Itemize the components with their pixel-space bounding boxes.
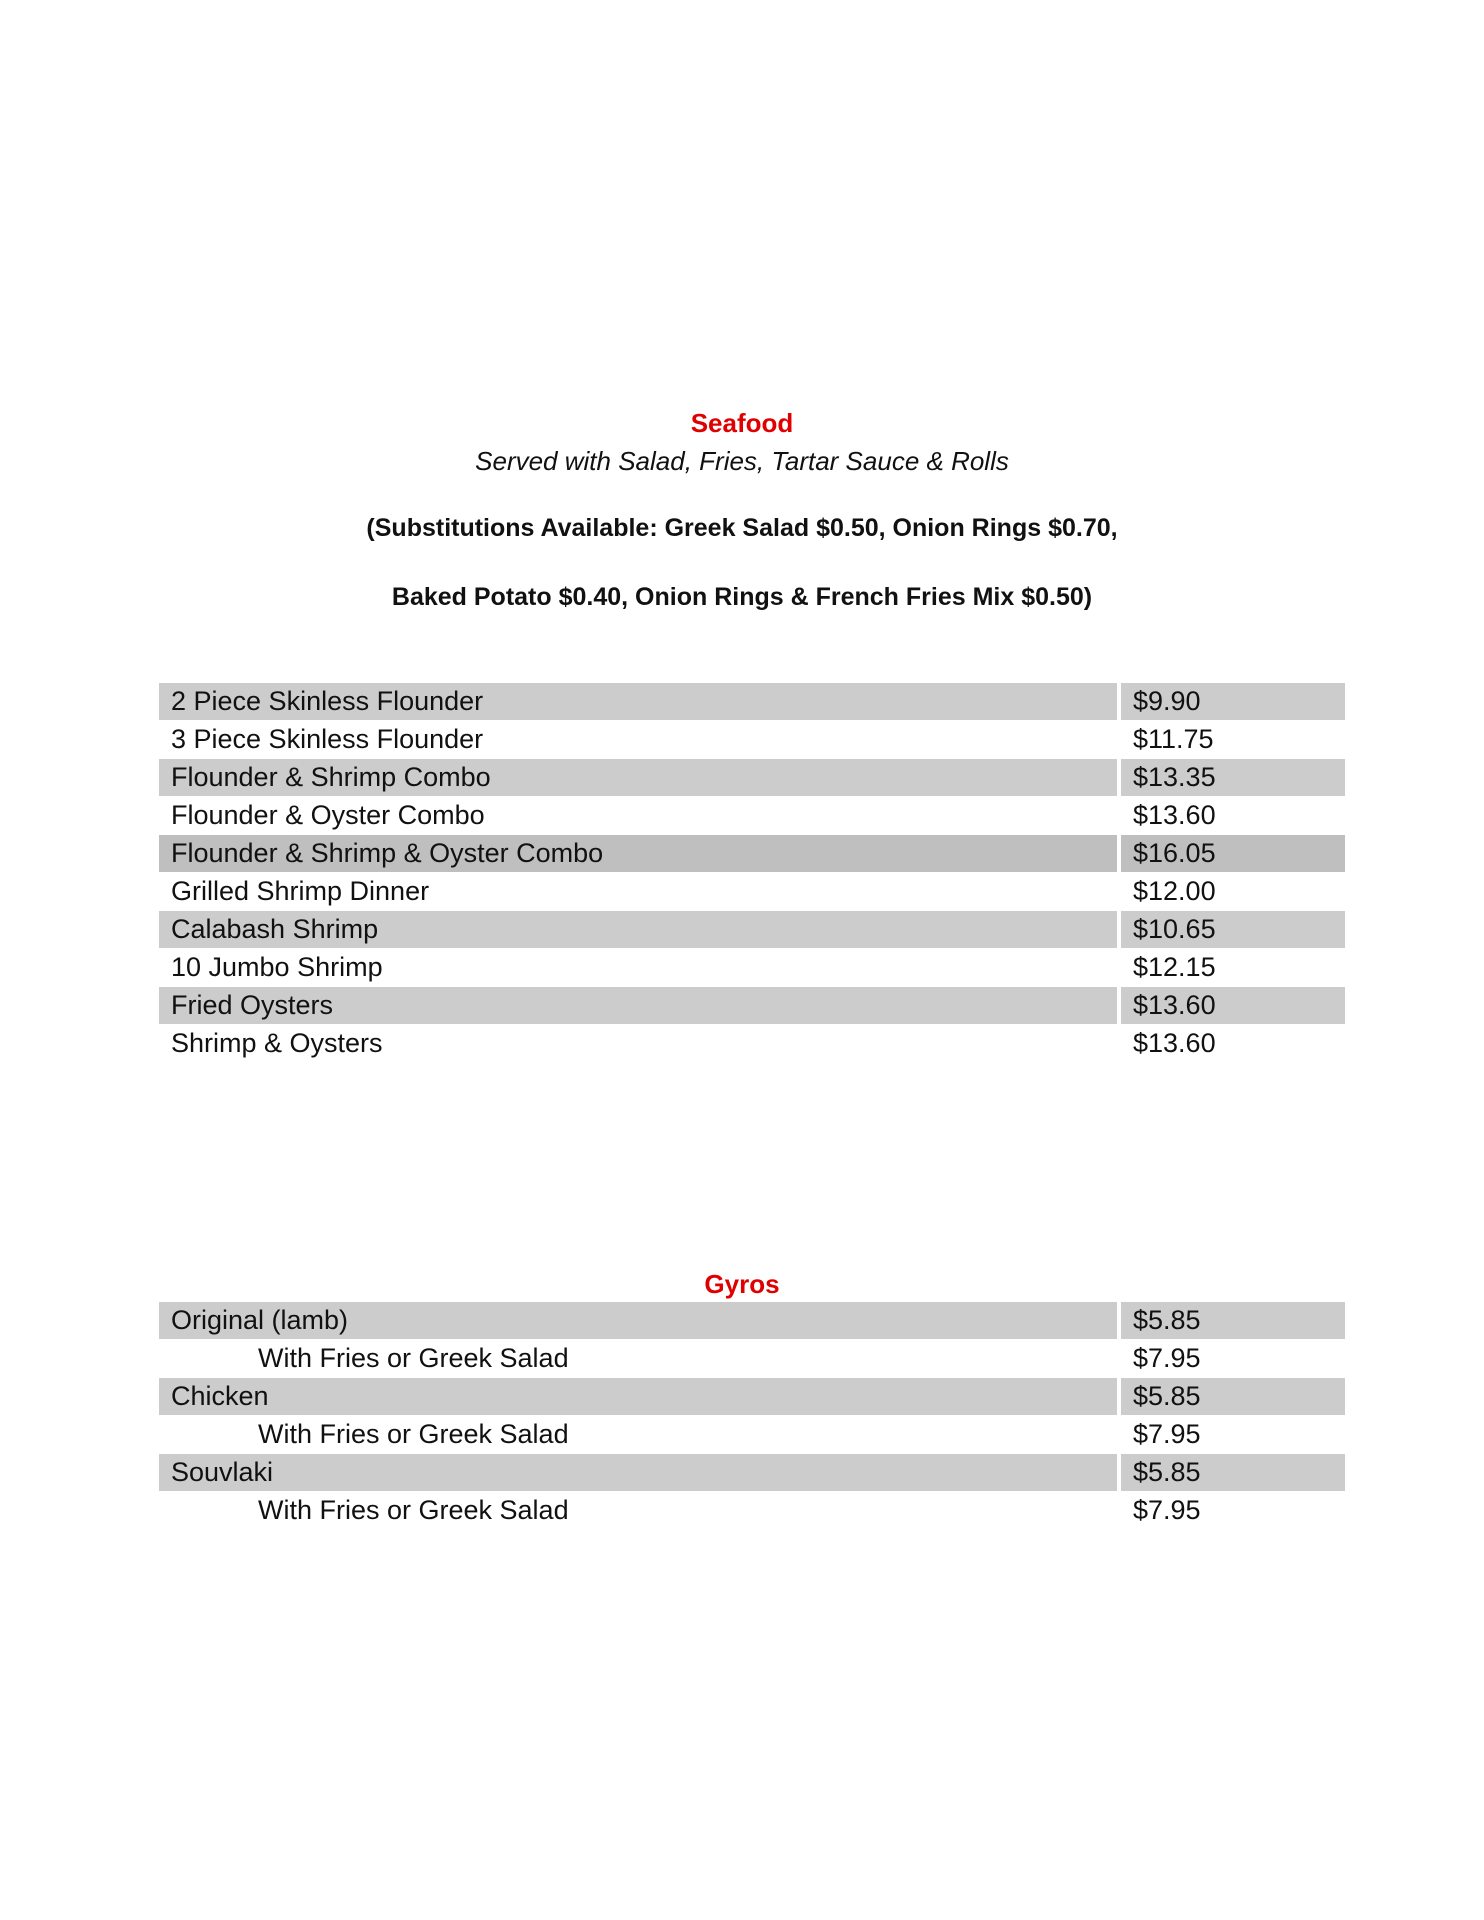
item-name: Flounder & Oyster Combo xyxy=(171,800,485,830)
table-row xyxy=(159,759,1345,796)
item-price: $7.95 xyxy=(1133,1419,1201,1449)
table-row xyxy=(159,911,1345,948)
item-name: With Fries or Greek Salad xyxy=(258,1419,569,1449)
item-name: 2 Piece Skinless Flounder xyxy=(159,683,1117,720)
item-price: $10.65 xyxy=(1121,911,1345,948)
table-row xyxy=(159,683,1345,720)
seafood-substitutions-line-2: Baked Potato $0.40, Onion Rings & French Fries Mix $0.50) xyxy=(391,583,1093,611)
table-row xyxy=(159,1378,1345,1415)
table-row xyxy=(159,1492,1345,1529)
item-name: Flounder & Shrimp & Oyster Combo xyxy=(159,835,1117,872)
item-price: $11.75 xyxy=(1133,724,1214,754)
gyros-title: Gyros xyxy=(704,1269,780,1299)
table-row xyxy=(159,1454,1345,1491)
table-row xyxy=(159,1302,1345,1339)
item-price: $5.85 xyxy=(1121,1454,1345,1491)
table-row xyxy=(159,835,1345,872)
item-name: Original (lamb) xyxy=(159,1302,1117,1339)
table-row xyxy=(159,1340,1345,1377)
item-price: $7.95 xyxy=(1133,1343,1201,1373)
gyros-menu-table xyxy=(159,1302,1345,1530)
item-price: $9.90 xyxy=(1121,683,1345,720)
seafood-title: Seafood xyxy=(690,408,794,438)
item-price: $13.35 xyxy=(1121,759,1345,796)
table-row xyxy=(159,949,1345,986)
item-price: $13.60 xyxy=(1133,1028,1216,1058)
item-price: $13.60 xyxy=(1121,987,1345,1024)
item-name: With Fries or Greek Salad xyxy=(258,1495,569,1525)
item-name: Shrimp & Oysters xyxy=(171,1028,383,1058)
table-row xyxy=(159,721,1345,758)
table-row xyxy=(159,797,1345,834)
item-price: $16.05 xyxy=(1121,835,1345,872)
item-name: 3 Piece Skinless Flounder xyxy=(171,724,484,754)
table-row xyxy=(159,1416,1345,1453)
item-name: Souvlaki xyxy=(159,1454,1117,1491)
item-name: Grilled Shrimp Dinner xyxy=(171,876,430,906)
item-price: $5.85 xyxy=(1121,1378,1345,1415)
item-price: $13.60 xyxy=(1133,800,1216,830)
item-price: $5.85 xyxy=(1121,1302,1345,1339)
table-row xyxy=(159,1025,1345,1062)
item-name: Flounder & Shrimp Combo xyxy=(159,759,1117,796)
item-name: 10 Jumbo Shrimp xyxy=(171,952,383,982)
item-name: Chicken xyxy=(159,1378,1117,1415)
table-row xyxy=(159,873,1345,910)
item-price: $12.15 xyxy=(1133,952,1216,982)
item-name: Calabash Shrimp xyxy=(159,911,1117,948)
item-name: Fried Oysters xyxy=(159,987,1117,1024)
item-price: $7.95 xyxy=(1133,1495,1201,1525)
seafood-menu-table xyxy=(159,683,1345,1063)
item-name: With Fries or Greek Salad xyxy=(258,1343,569,1373)
table-row xyxy=(159,987,1345,1024)
item-price: $12.00 xyxy=(1133,876,1216,906)
seafood-substitutions-line-1: (Substitutions Available: Greek Salad $0.50, Onion Rings $0.70, xyxy=(366,514,1118,542)
seafood-subtitle: Served with Salad, Fries, Tartar Sauce & Rolls xyxy=(475,446,1009,476)
